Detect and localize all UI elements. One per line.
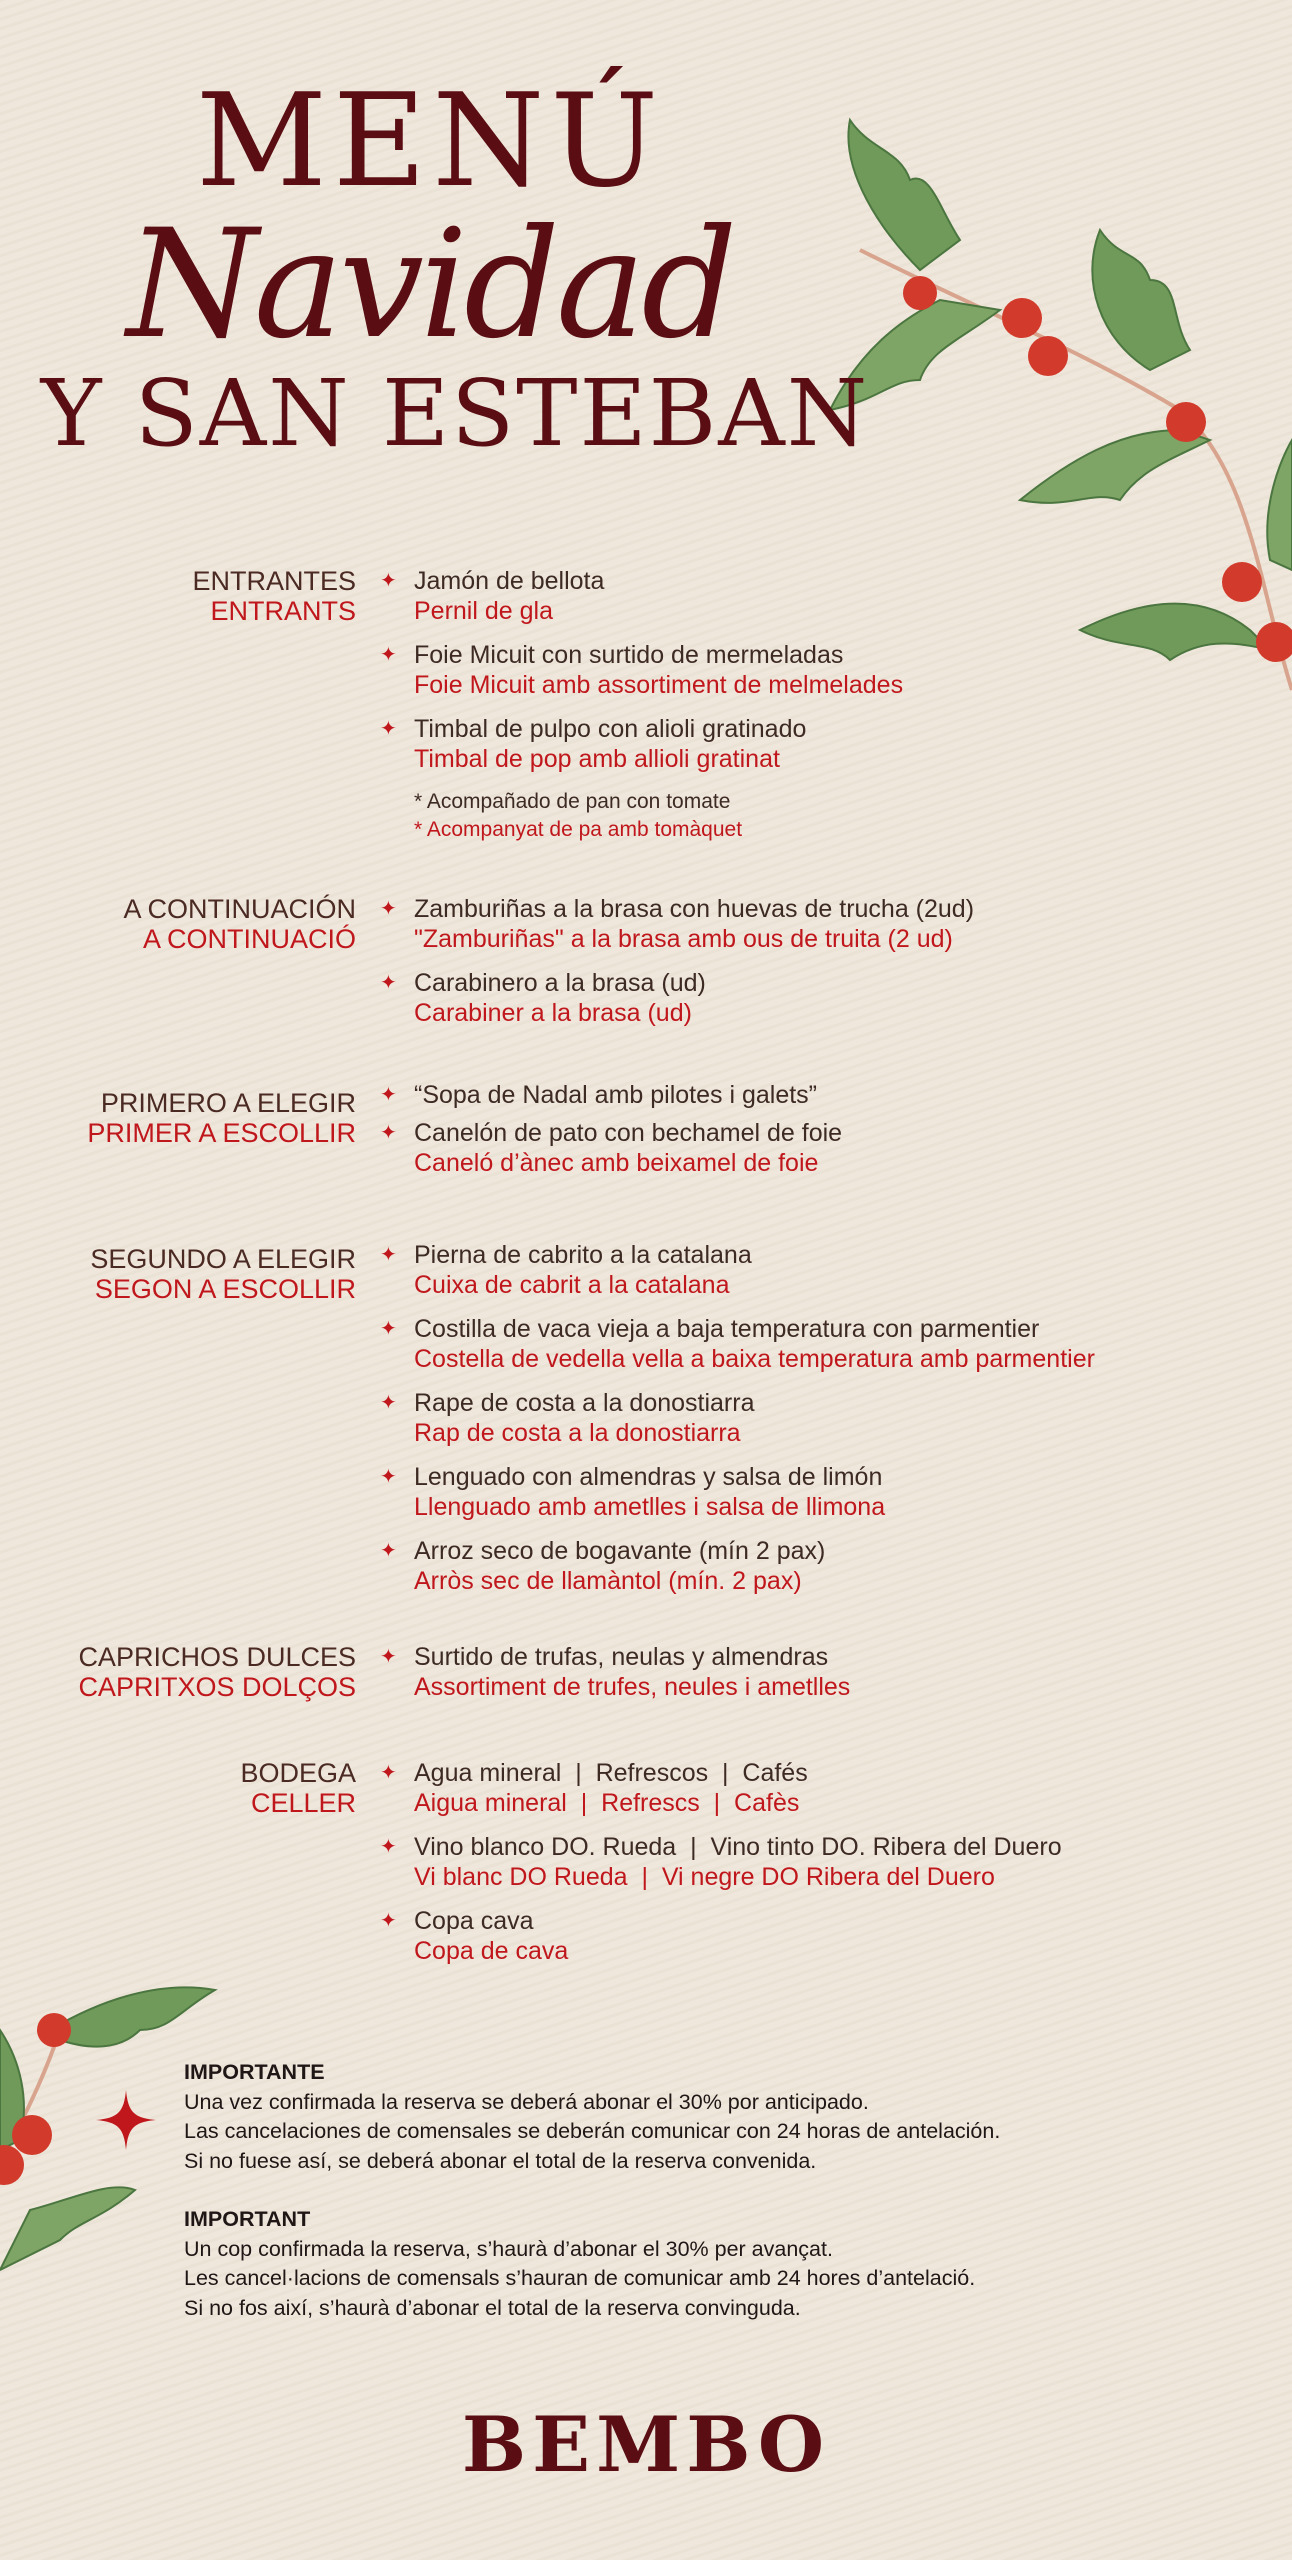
important-heading-es: IMPORTANTE	[184, 2060, 325, 2084]
star-bullet-icon: ✦	[380, 1392, 397, 1414]
item-es: Arroz seco de bogavante (mín 2 pax)	[414, 1537, 826, 1565]
important-line-es: Una vez confirmada la reserva se deberá abonar el 30% por anticipado.	[184, 2089, 869, 2114]
section-label-es: SEGUNDO A ELEGIR	[90, 1244, 356, 1274]
star-bullet-icon: ✦	[380, 644, 397, 666]
item-es: Timbal de pulpo con alioli gratinado	[414, 715, 807, 743]
section-label-es: BODEGA	[240, 1758, 356, 1788]
item-note-ca: * Acompanyat de pa amb tomàquet	[414, 818, 743, 841]
item-ca: Rap de costa a la donostiarra	[414, 1419, 741, 1447]
star-bullet-icon: ✦	[380, 1540, 397, 1562]
list-item	[380, 1388, 1280, 1448]
section-label-ca: PRIMER A ESCOLLIR	[87, 1118, 356, 1148]
item-ca: Carabiner a la brasa (ud)	[414, 999, 692, 1027]
section-label-ca: CAPRITXOS DOLÇOS	[78, 1672, 356, 1702]
list-item	[380, 566, 1280, 626]
star-bullet-icon: ✦	[380, 1646, 397, 1668]
list-item	[380, 1462, 1280, 1522]
list-item	[380, 1118, 1280, 1178]
item-ca: Foie Micuit amb assortiment de melmelades	[414, 671, 904, 699]
item-note-es: * Acompañado de pan con tomate	[414, 790, 731, 813]
item-es: Agua mineral | Refrescos | Cafés	[414, 1759, 808, 1787]
item-ca: Aigua mineral | Refrescs | Cafès	[414, 1789, 800, 1817]
star-icon	[96, 2090, 156, 2150]
section-label-ca: A CONTINUACIÓ	[142, 924, 356, 954]
item-ca: Arròs sec de llamàntol (mín. 2 pax)	[414, 1567, 802, 1595]
star-bullet-icon: ✦	[380, 898, 397, 920]
list-item	[380, 1832, 1280, 1892]
item-ca: Cuixa de cabrit a la catalana	[414, 1271, 730, 1299]
section-label-es: A CONTINUACIÓN	[123, 894, 356, 924]
important-line-es: Si no fuese así, se deberá abonar el total de la reserva convenida.	[184, 2148, 817, 2173]
item-es: “Sopa de Nadal amb pilotes i galets”	[414, 1081, 818, 1109]
list-item	[380, 1240, 1280, 1300]
item-ca: Pernil de gla	[414, 597, 553, 625]
item-es: Vino blanco DO. Rueda | Vino tinto DO. Ribera del Duero	[414, 1833, 1062, 1861]
item-ca: Copa de cava	[414, 1937, 569, 1965]
list-item	[380, 1758, 1280, 1818]
star-bullet-icon: ✦	[380, 1084, 397, 1106]
list-item	[380, 1536, 1280, 1596]
list-item	[380, 894, 1280, 954]
item-ca: Caneló d’ànec amb beixamel de foie	[414, 1149, 819, 1177]
section-label	[16, 1642, 356, 1702]
star-bullet-icon: ✦	[380, 1762, 397, 1784]
item-ca: Costella de vedella vella a baixa temperatura amb parmentier	[414, 1345, 1095, 1373]
menu-subtitle: Y SAN ESTEBAN	[40, 360, 870, 467]
list-item	[380, 1080, 1280, 1110]
section-label-es: CAPRICHOS DULCES	[78, 1642, 356, 1672]
bembo-logo: BEMBO	[461, 2400, 831, 2489]
item-es: Carabinero a la brasa (ud)	[414, 969, 706, 997]
star-bullet-icon: ✦	[380, 1466, 397, 1488]
item-es: Zamburiñas a la brasa con huevas de trucha (2ud)	[414, 895, 975, 923]
section-label	[16, 894, 356, 954]
item-es: Lenguado con almendras y salsa de limón	[414, 1463, 883, 1491]
list-item	[380, 1642, 1280, 1702]
list-item	[380, 968, 1280, 1028]
item-es: Pierna de cabrito a la catalana	[414, 1241, 752, 1269]
star-bullet-icon: ✦	[380, 570, 397, 592]
item-es: Copa cava	[414, 1907, 534, 1935]
section-label	[16, 1758, 356, 1818]
section-label-ca: CELLER	[250, 1788, 356, 1818]
menu-title: MENÚ	[195, 67, 665, 216]
list-item	[380, 1314, 1280, 1374]
star-bullet-icon: ✦	[380, 1836, 397, 1858]
section-label-ca: ENTRANTS	[210, 596, 356, 626]
item-ca: Assortiment de trufes, neules i ametlles	[414, 1673, 851, 1701]
item-es: Jamón de bellota	[414, 567, 605, 595]
item-es: Costilla de vaca vieja a baja temperatura con parmentier	[414, 1315, 1040, 1343]
item-ca: Timbal de pop amb allioli gratinat	[414, 745, 780, 773]
section-label	[16, 1244, 356, 1304]
star-bullet-icon: ✦	[380, 972, 397, 994]
important-notice	[184, 2058, 1244, 2323]
item-es: Canelón de pato con bechamel de foie	[414, 1119, 843, 1147]
item-ca: "Zamburiñas" a la brasa amb ous de truita (2 ud)	[414, 925, 953, 953]
list-item	[380, 714, 1280, 774]
section-label	[16, 566, 356, 626]
item-es: Rape de costa a la donostiarra	[414, 1389, 755, 1417]
item-es: Foie Micuit con surtido de mermeladas	[414, 641, 844, 669]
star-bullet-icon: ✦	[380, 718, 397, 740]
important-heading-ca: IMPORTANT	[184, 2207, 311, 2231]
item-es: Surtido de trufas, neulas y almendras	[414, 1643, 829, 1671]
item-ca: Llenguado amb ametlles i salsa de llimona	[414, 1493, 886, 1521]
important-line-es: Las cancelaciones de comensales se deberán comunicar con 24 horas de antelación.	[184, 2119, 1001, 2143]
star-bullet-icon: ✦	[380, 1122, 397, 1144]
list-item	[380, 640, 1280, 700]
section-label-es: PRIMERO A ELEGIR	[100, 1088, 356, 1118]
menu-title-script: Navidad	[126, 198, 734, 372]
important-line-ca: Si no fos així, s’haurà d’abonar el total de la reserva convinguda.	[184, 2295, 801, 2320]
item-ca: Vi blanc DO Rueda | Vi negre DO Ribera del Duero	[414, 1863, 995, 1891]
important-line-ca: Un cop confirmada la reserva, s’haurà d’abonar el 30% per avançat.	[184, 2236, 833, 2261]
list-item	[380, 1906, 1280, 1966]
section-label-ca: SEGON A ESCOLLIR	[94, 1274, 356, 1304]
important-line-ca: Les cancel·lacions de comensals s’hauran de comunicar amb 24 hores d’antelació.	[184, 2266, 976, 2290]
section-label-es: ENTRANTES	[192, 566, 356, 596]
star-bullet-icon: ✦	[380, 1910, 397, 1932]
star-bullet-icon: ✦	[380, 1244, 397, 1266]
section-label	[16, 1088, 356, 1148]
star-bullet-icon: ✦	[380, 1318, 397, 1340]
